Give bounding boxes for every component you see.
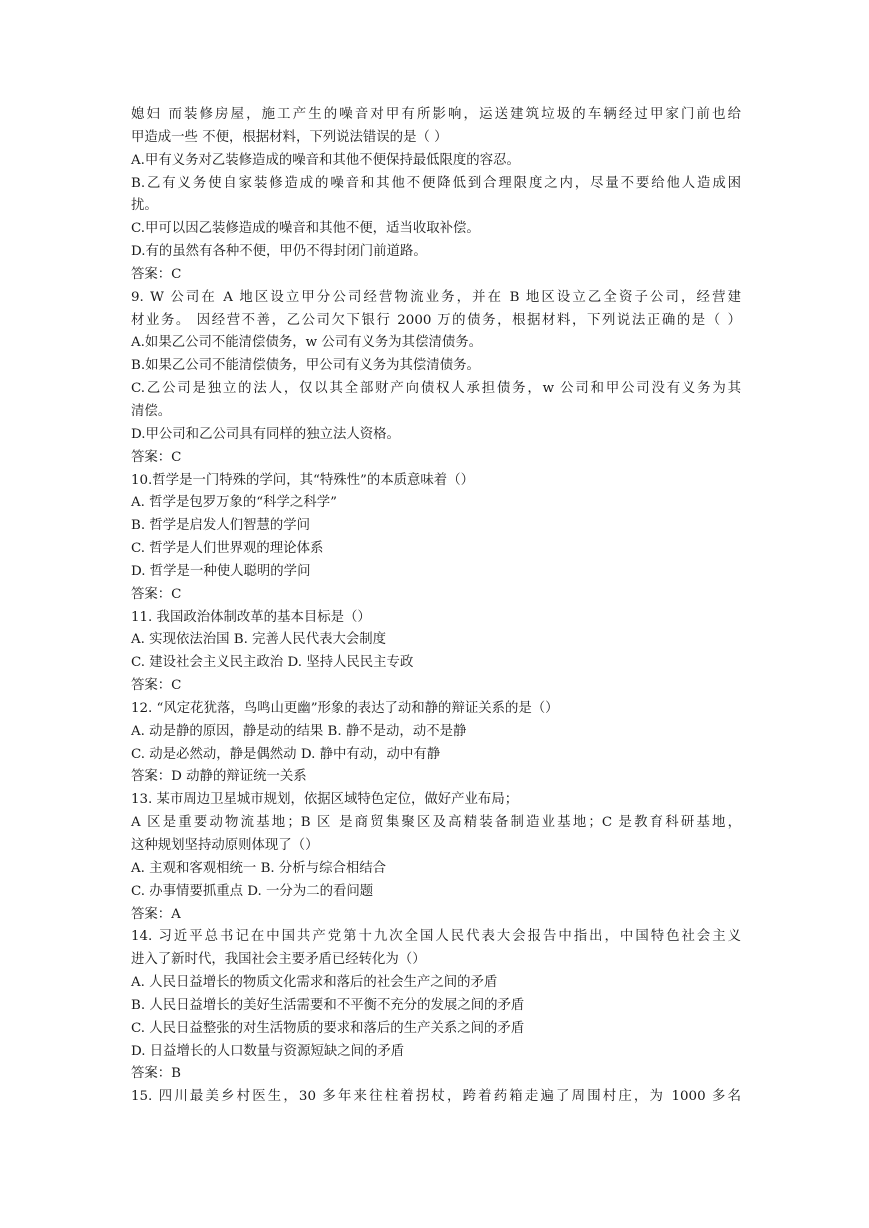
answer-line: 答案：A [131, 906, 181, 922]
text-line: B. 哲学是启发人们智慧的学问 [131, 518, 311, 534]
text-line: A.如果乙公司不能清偿债务，w 公司有义务为其偿清债务。 [131, 335, 483, 351]
text-line: C. 哲学是人们世界观的理论体系 [131, 541, 324, 557]
answer-line: 答案：C [131, 586, 182, 602]
question-line: 12. “风定花犹落，鸟鸣山更幽”形象的表达了动和静的辩证关系的是（） [131, 700, 559, 716]
text-line: D.甲公司和乙公司具有同样的独立法人资格。 [131, 426, 400, 442]
text-line: A. 动是静的原因，静是动的结果 B. 静不是动，动不是静 [131, 723, 467, 739]
text-line: B.如果乙公司不能清偿债务，甲公司有义务为其偿清债务。 [131, 358, 480, 374]
text-line: A. 主观和客观相统一 B. 分析与综合相结合 [131, 860, 387, 876]
text-line: 清偿。 [131, 403, 172, 419]
text-line: B.乙有义务使自家装修造成的噪音和其他不便降低到合理限度之内，尽量不要给他人造成困 [131, 175, 741, 191]
question-line: 13. 某市周边卫星城市规划，依据区域特色定位，做好产业布局； [131, 792, 519, 808]
text-line: 进入了新时代，我国社会主要矛盾已经转化为（） [131, 952, 426, 968]
question-line: 14. 习近平总书记在中国共产党第十九次全国人民代表大会报告中指出，中国特色社会主义 [131, 929, 741, 945]
text-line: D. 哲学是一种使人聪明的学问 [131, 563, 311, 579]
answer-line: 答案：D 动静的辩证统一关系 [131, 769, 307, 785]
question-line: 15. 四川最美乡村医生，30 多年来往柱着拐杖，跨着药箱走遍了周围村庄，为 1000 多名 [131, 1089, 741, 1105]
text-line: C.甲可以因乙装修造成的噪音和其他不便，适当收取补偿。 [131, 221, 480, 237]
answer-line: 答案：C [131, 449, 182, 465]
answer-line: 答案：C [131, 266, 182, 282]
text-line: A. 实现依法治国 B. 完善人民代表大会制度 [131, 632, 387, 648]
question-line: 10.哲学是一门特殊的学问，其“特殊性”的本质意味着（） [131, 472, 474, 488]
answer-line: 答案：C [131, 678, 182, 694]
text-line: 这种规划坚持动原则体现了（） [131, 838, 319, 853]
text-line: C. 人民日益整张的对生活物质的要求和落后的生产关系之间的矛盾 [131, 1020, 525, 1036]
text-line: 扰。 [131, 198, 158, 214]
text-line: 材业务。 因经营不善，乙公司欠下银行 2000 万的债务，根据材料，下列说法正确的是（ ） [131, 312, 741, 328]
text-line: C. 办事情要抓重点 D. 一分为二的看问题 [131, 883, 374, 899]
text-line: D. 日益增长的人口数量与资源短缺之间的矛盾 [131, 1043, 405, 1059]
question-line: 11. 我国政治体制改革的基本目标是（） [131, 609, 371, 625]
text-line: A. 哲学是包罗万象的“科学之科学” [131, 495, 337, 511]
text-line: 甲造成一些 不便，根据材料，下列说法错误的是（ ） [131, 129, 448, 145]
text-line: A. 人民日益增长的物质文化需求和落后的社会生产之间的矛盾 [131, 975, 498, 991]
text-line: C. 动是必然动，静是偶然动 D. 静中有动，动中有静 [131, 746, 441, 762]
answer-line: 答案：B [131, 1066, 182, 1082]
text-line: D.有的虽然有各种不便，甲仍不得封闭门前道路。 [131, 244, 427, 260]
document-page [131, 104, 741, 1109]
text-line: C. 建设社会主义民主政治 D. 坚持人民民主专政 [131, 655, 414, 671]
text-line: A.甲有义务对乙装修造成的噪音和其他不便保持最低限度的容忍。 [131, 152, 520, 168]
text-line: 媳妇 而装修房屋，施工产生的噪音对甲有所影响，运送建筑垃圾的车辆经过甲家门前也给 [131, 107, 741, 122]
question-line: 9. W 公司在 A 地区设立甲分公司经营物流业务，并在 B 地区设立乙全资子公司，经营建 [131, 289, 741, 305]
text-line: A 区是重要动物流基地；B 区 是商贸集聚区及高精装备制造业基地；C 是教育科研基地， [131, 815, 741, 831]
text-line: B. 人民日益增长的美好生活需要和不平衡不充分的发展之间的矛盾 [131, 997, 525, 1013]
text-line: C.乙公司是独立的法人，仅以其全部财产向债权人承担债务，w 公司和甲公司没有义务为其 [131, 381, 741, 397]
